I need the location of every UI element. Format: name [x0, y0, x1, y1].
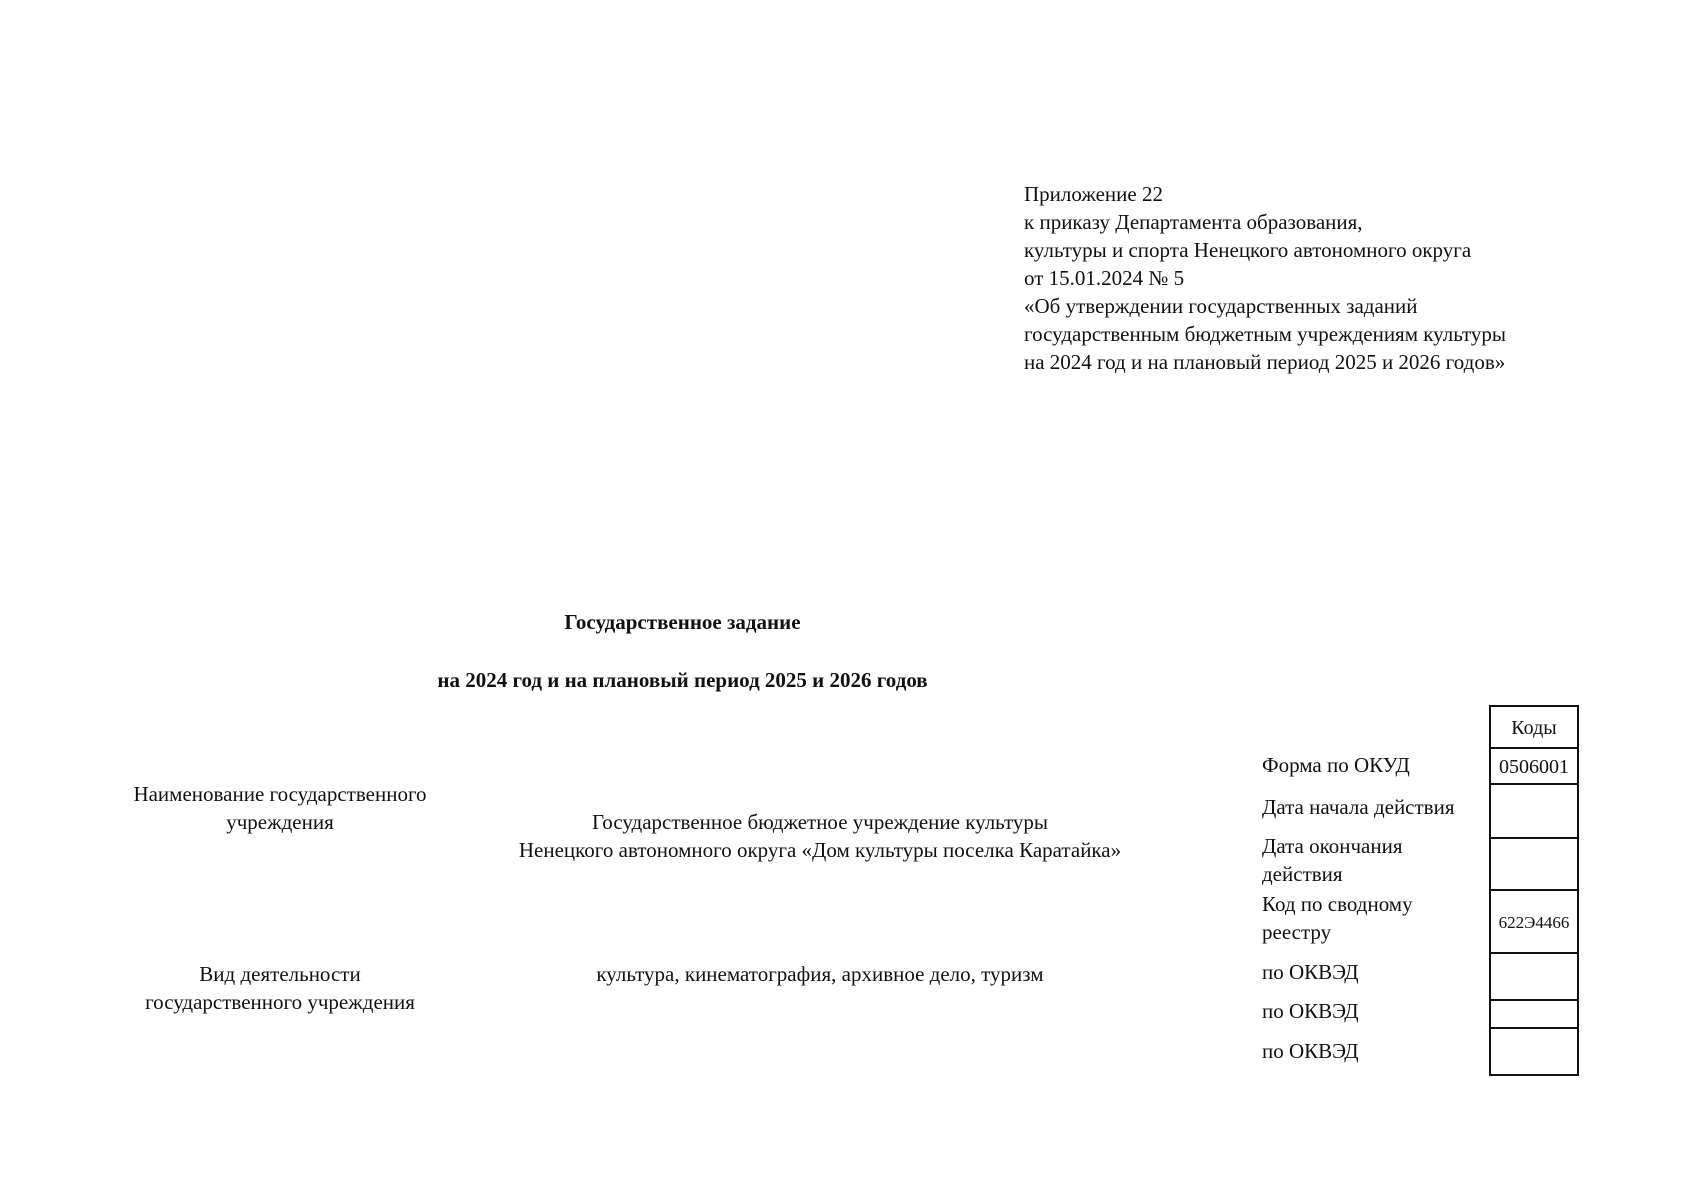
activity-value: культура, кинематография, архивное дело, туризм: [596, 962, 1044, 986]
institution-label-line2: учреждения: [226, 810, 334, 834]
registry-code-cell: 622Э4466: [1491, 891, 1577, 954]
document-title: Государственное задание: [564, 610, 801, 634]
registry-label-line2: реестру: [1262, 920, 1332, 944]
okved-cell-2: [1491, 1001, 1577, 1029]
appendix-line: культуры и спорта Ненецкого автономного округа: [1024, 238, 1472, 262]
registry-label: [1262, 890, 1413, 946]
document-subtitle: на 2024 год и на плановый период 2025 и 2026 годов: [437, 668, 928, 692]
activity-label: [80, 960, 480, 1016]
end-date-cell: [1491, 839, 1577, 891]
institution-name-line1: Государственное бюджетное учреждение культуры: [592, 810, 1048, 834]
appendix-block: [1024, 180, 1506, 376]
okved-label-2: по ОКВЭД: [1262, 999, 1359, 1023]
activity-label-line1: Вид деятельности: [199, 962, 361, 986]
appendix-line: на 2024 год и на плановый период 2025 и 2026 годов»: [1024, 350, 1506, 374]
institution-name-line2: Ненецкого автономного округа «Дом культуры поселка Каратайка»: [518, 838, 1122, 862]
end-date-label-line2: действия: [1262, 862, 1343, 886]
appendix-line: «Об утверждении государственных заданий: [1024, 294, 1418, 318]
okved-cell-3: [1491, 1029, 1577, 1074]
activity-label-line2: государственного учреждения: [145, 990, 415, 1014]
institution-label-line1: Наименование государственного: [133, 782, 427, 806]
appendix-line: от 15.01.2024 № 5: [1024, 266, 1185, 290]
end-date-label-line1: Дата окончания: [1262, 834, 1403, 858]
okud-code-cell: 0506001: [1491, 749, 1577, 785]
start-date-label: Дата начала действия: [1262, 795, 1455, 819]
okved-label-1: по ОКВЭД: [1262, 960, 1359, 984]
start-date-cell: [1491, 785, 1577, 839]
appendix-line: к приказу Департамента образования,: [1024, 210, 1363, 234]
okved-label-3: по ОКВЭД: [1262, 1039, 1359, 1063]
appendix-line: Приложение 22: [1024, 182, 1163, 206]
okved-cell-1: [1491, 954, 1577, 1001]
registry-label-line1: Код по сводному: [1262, 892, 1413, 916]
appendix-line: государственным бюджетным учреждениям культуры: [1024, 322, 1507, 346]
okud-label: Форма по ОКУД: [1262, 753, 1410, 777]
codes-header: Коды: [1491, 707, 1577, 749]
institution-name: [440, 808, 1200, 864]
codes-table: [1489, 705, 1579, 1076]
institution-label: [80, 780, 480, 836]
end-date-label: [1262, 832, 1403, 888]
